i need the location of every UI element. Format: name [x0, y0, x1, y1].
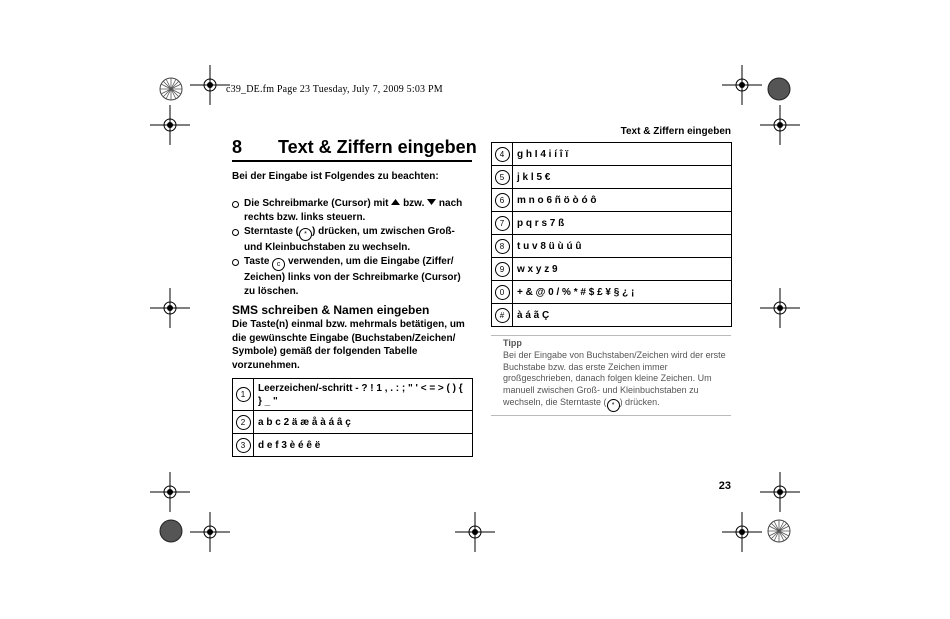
crop-mark-right-middle: [760, 288, 800, 328]
bullet-icon: [232, 201, 239, 208]
chapter-title-text: Text & Ziffern eingeben: [278, 137, 477, 157]
table-row: [492, 212, 732, 235]
registration-star-bottom-right: [767, 519, 791, 543]
key-chars: j k l 5 €: [513, 166, 732, 189]
crop-mark-right-upper: [760, 105, 800, 145]
chapter-title: [232, 137, 477, 158]
table-row: [492, 258, 732, 281]
tip-title: Tipp: [503, 338, 522, 348]
key-chars: à á ã Ç: [513, 304, 732, 327]
down-arrow-icon: [427, 198, 439, 209]
registration-gray-top-right: [767, 77, 791, 101]
crop-mark-left-middle: [150, 288, 190, 328]
key-8-icon: 8: [495, 239, 510, 254]
key-0-icon: 0: [495, 285, 510, 300]
clear-key-icon: c: [272, 258, 285, 271]
hash-key-icon: #: [495, 308, 510, 323]
crop-mark-bottom-left: [190, 512, 230, 552]
table-row: [492, 281, 732, 304]
up-arrow-icon: [391, 198, 403, 209]
key-table-right: [491, 142, 732, 327]
crop-mark-left-lower: [150, 472, 190, 512]
key-9-icon: 9: [495, 262, 510, 277]
table-row: [492, 304, 732, 327]
page-number: 23: [718, 480, 731, 492]
section-text: Die Taste(n) einmal bzw. mehrmals betätigen, um die gewünschte Eingabe (Buchstaben/Zeichen/ Symbole) gemäß der folgenden Tabelle vorzunehmen.: [232, 319, 465, 371]
key-6-icon: 6: [495, 193, 510, 208]
registration-gray-bottom-left: [159, 519, 183, 543]
key-3-icon: 3: [236, 438, 251, 453]
star-key-icon: *: [299, 228, 312, 241]
table-row: [492, 166, 732, 189]
table-row: [233, 411, 473, 434]
intro-text: Bei der Eingabe ist Folgendes zu beachten:: [232, 171, 439, 182]
key-1-icon: 1: [236, 387, 251, 402]
key-chars: a b c 2 ä æ å à á â ç: [254, 411, 473, 434]
crop-mark-top-left: [190, 65, 230, 105]
list-item: Sterntaste ( * ) drücken, um zwischen Groß- und Kleinbuchstaben zu wechseln.: [232, 225, 474, 255]
tip-text: Bei der Eingabe von Buchstaben/Zeichen wird der erste Buchstabe bzw. das erste Zeichen immer großgeschrieben, danach folgen kleine Zeichen. Um manuell zwischen Groß- und Kleinbuchstaben zu wechseln, die Sterntaste ( * ) drücken.: [503, 350, 731, 412]
table-row: [233, 434, 473, 457]
key-table-left: [232, 378, 473, 457]
bullet-icon: [232, 259, 239, 266]
list-item: Taste c verwenden, um die Eingabe (Ziffer/ Zeichen) links von der Schreibmarke (Cursor) zu löschen.: [232, 255, 474, 299]
key-chars: + & @ 0 / % * # $ £ ¥ § ¿ ¡: [513, 281, 732, 304]
key-5-icon: 5: [495, 170, 510, 185]
table-row: [233, 379, 473, 411]
table-row: [492, 235, 732, 258]
key-4-icon: 4: [495, 147, 510, 162]
running-head: Text & Ziffern eingeben: [620, 126, 731, 137]
registration-star-top-left: [159, 77, 183, 101]
key-chars: m n o 6 ñ ö ò ó ô: [513, 189, 732, 212]
list-item: Die Schreibmarke (Cursor) mit bzw. nach rechts bzw. links steuern.: [232, 197, 474, 225]
crop-mark-right-lower: [760, 472, 800, 512]
title-rule: [232, 160, 472, 162]
section-heading: SMS schreiben & Namen eingeben: [232, 303, 430, 317]
file-header: c39_DE.fm Page 23 Tuesday, July 7, 2009 5:03 PM: [226, 84, 443, 95]
instruction-list: [232, 197, 474, 299]
crop-mark-left-upper: [150, 105, 190, 145]
chapter-number: 8: [232, 137, 243, 157]
key-chars: t u v 8 ü ù ú û: [513, 235, 732, 258]
key-chars: Leerzeichen/-schritt - ? ! 1 , . : ; " ' < = > ( ) { } _ ": [254, 379, 473, 411]
star-key-icon: *: [607, 399, 620, 412]
bullet-icon: [232, 229, 239, 236]
key-chars: p q r s 7 ß: [513, 212, 732, 235]
key-2-icon: 2: [236, 415, 251, 430]
crop-mark-top-right: [722, 65, 762, 105]
key-chars: w x y z 9: [513, 258, 732, 281]
crop-mark-bottom-right: [722, 512, 762, 552]
tip-box: [491, 335, 731, 416]
key-chars: g h I 4 i í î ï: [513, 143, 732, 166]
crop-mark-bottom-center: [455, 512, 495, 552]
key-7-icon: 7: [495, 216, 510, 231]
table-row: [492, 189, 732, 212]
key-chars: d e f 3 è é ê ë: [254, 434, 473, 457]
table-row: [492, 143, 732, 166]
